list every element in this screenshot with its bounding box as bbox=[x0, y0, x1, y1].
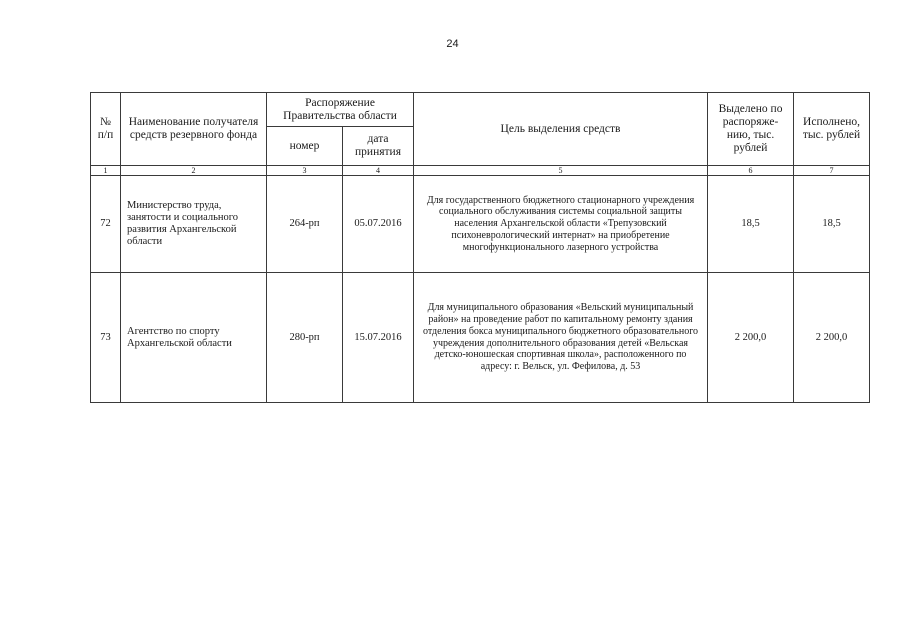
table-row bbox=[91, 273, 870, 403]
column-index: 1 bbox=[91, 166, 121, 176]
row-order-number: 264-рп bbox=[267, 176, 343, 273]
column-index-row bbox=[91, 166, 870, 176]
column-index: 3 bbox=[267, 166, 343, 176]
header-row bbox=[91, 93, 870, 127]
header-allocated: Выделено по распоряже- нию, тыс. рублей bbox=[708, 93, 794, 166]
column-index: 2 bbox=[121, 166, 267, 176]
row-purpose: Для государственного бюджетного стационарного учреждения социального обслуживания системы социальной защиты населения Архангельской области «Трепузовский психоневрологический интернат» на приобретение многофункционального лазерного устройства bbox=[414, 176, 708, 273]
table-row bbox=[91, 176, 870, 273]
row-order-date: 05.07.2016 bbox=[343, 176, 414, 273]
row-purpose: Для муниципального образования «Вельский муниципальный район» на проведение работ по капитальному ремонту здания отделения бокса муниципального бюджетного образовательного учреждения дополнительного образования детей «Вельская детско-юношеская спортивная школа», расположенного по адресу: г. Вельск, ул. Фефилова, д. 53 bbox=[414, 273, 708, 403]
page-number: 24 bbox=[446, 38, 459, 50]
column-index: 5 bbox=[414, 166, 708, 176]
header-purpose: Цель выделения средств bbox=[414, 93, 708, 166]
header-num: № п/п bbox=[91, 93, 121, 166]
row-order-number: 280-рп bbox=[267, 273, 343, 403]
header-recipient: Наименование получателя средств резервного фонда bbox=[121, 93, 267, 166]
reserve-fund-table bbox=[90, 92, 870, 403]
row-executed: 18,5 bbox=[794, 176, 870, 273]
row-recipient: Агентство по спорту Архангельской области bbox=[121, 273, 267, 403]
header-order: Распоряжение Правительства области bbox=[267, 93, 414, 127]
header-order-date: дата принятия bbox=[343, 127, 414, 166]
row-recipient: Министерство труда, занятости и социального развития Архангельской области bbox=[121, 176, 267, 273]
row-order-date: 15.07.2016 bbox=[343, 273, 414, 403]
row-executed: 2 200,0 bbox=[794, 273, 870, 403]
row-allocated: 18,5 bbox=[708, 176, 794, 273]
column-index: 4 bbox=[343, 166, 414, 176]
row-allocated: 2 200,0 bbox=[708, 273, 794, 403]
row-num: 72 bbox=[91, 176, 121, 273]
column-index: 6 bbox=[708, 166, 794, 176]
header-order-number: номер bbox=[267, 127, 343, 166]
column-index: 7 bbox=[794, 166, 870, 176]
row-num: 73 bbox=[91, 273, 121, 403]
header-executed: Исполнено, тыс. рублей bbox=[794, 93, 870, 166]
